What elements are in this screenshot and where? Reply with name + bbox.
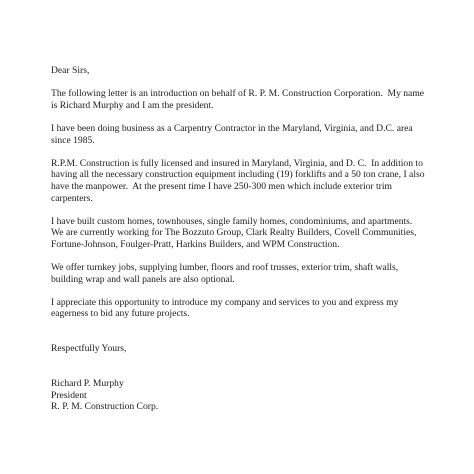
text-line: The following letter is an introduction on behalf of R. P. M. Construction Corporation. My name (51, 88, 425, 100)
text-line: carpenters. (51, 192, 93, 204)
salutation: Dear Sirs, (51, 65, 90, 76)
text-line: having all the necessary construction equipment including (19) forklifts and a 50 ton crane, I also (51, 169, 425, 181)
signature-block (51, 378, 451, 413)
text-line: eagerness to bid any future projects. (51, 308, 190, 320)
spacer (51, 111, 451, 123)
spacer (51, 320, 451, 343)
signer-company: R. P. M. Construction Corp. (51, 401, 159, 413)
spacer (51, 77, 451, 89)
spacer (51, 251, 451, 263)
paragraph-introduction (51, 88, 451, 111)
letter-body (51, 65, 451, 413)
signer-name: Richard P. Murphy (51, 378, 124, 390)
text-line: Fortune-Johnson, Foulger-Pratt, Harkins Builders, and WPM Construction. (51, 238, 340, 250)
text-line: since 1985. (51, 134, 95, 146)
paragraph-projects (51, 216, 451, 251)
spacer (51, 355, 451, 378)
paragraph-appreciation (51, 297, 451, 320)
text-line: I have built custom homes, townhouses, single family homes, condominiums, and apartments. (51, 215, 413, 227)
closing: Respectfully Yours, (51, 343, 127, 355)
paragraph-licensing (51, 158, 451, 204)
spacer (51, 285, 451, 297)
text-line: I appreciate this opportunity to introduce my company and services to you and express my (51, 296, 399, 308)
text-line: building wrap and wall panels are also optional. (51, 273, 235, 285)
text-line: R.P.M. Construction is fully licensed and insured in Maryland, Virginia, and D. C. In addition to (51, 157, 423, 169)
spacer (51, 146, 451, 158)
paragraph-business-history (51, 123, 451, 146)
text-line: have the manpower. At the present time I have 250-300 men which include exterior trim (51, 180, 393, 192)
spacer (51, 204, 451, 216)
text-line: is Richard Murphy and I am the president. (51, 99, 214, 111)
text-line: We are currently working for The Bozzuto Group, Clark Realty Builders, Covell Communities, (51, 227, 417, 239)
text-line: We offer turnkey jobs, supplying lumber, floors and roof trusses, exterior trim, shaft walls, (51, 262, 399, 274)
signer-title: President (51, 389, 87, 401)
text-line: I have been doing business as a Carpentry Contractor in the Maryland, Virginia, and D.C. area (51, 122, 413, 134)
paragraph-services (51, 262, 451, 285)
